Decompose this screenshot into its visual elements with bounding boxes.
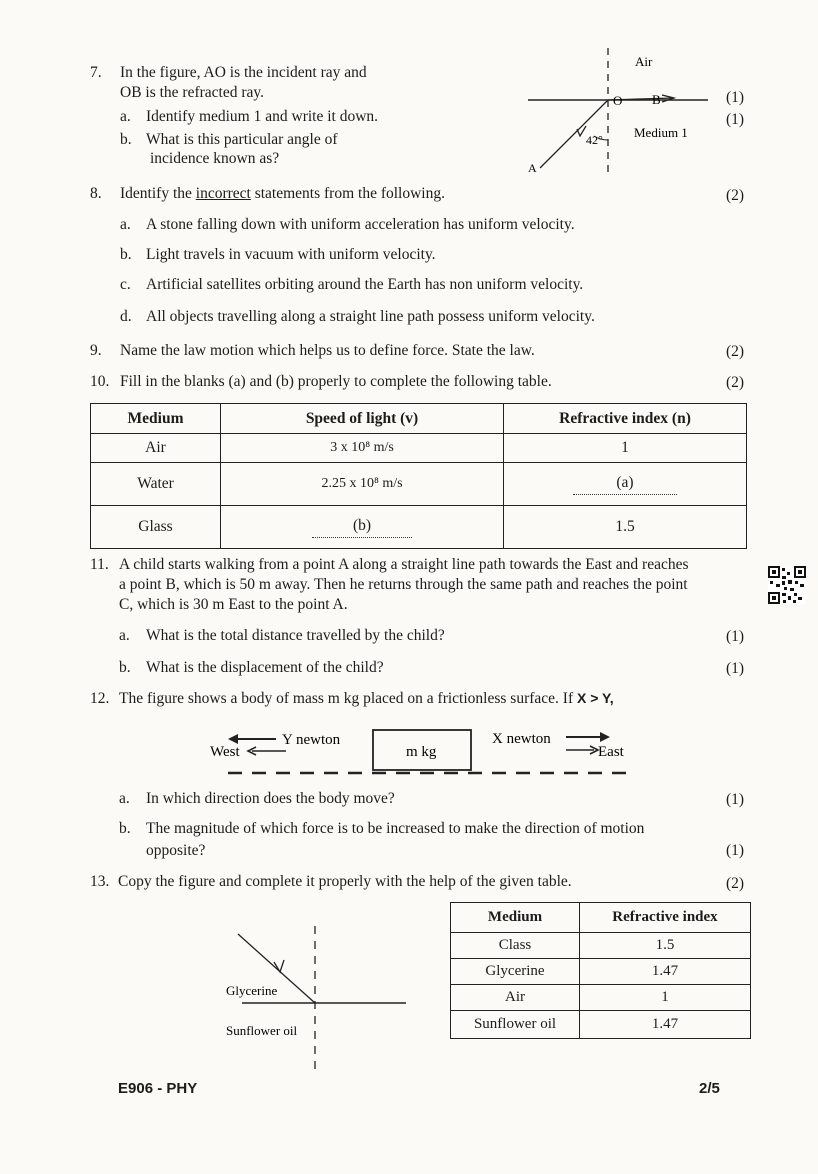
q9-marks: (2): [726, 343, 745, 360]
cell-index: 1.47: [580, 959, 751, 985]
q12b-text-line2: opposite?: [146, 842, 206, 859]
cell-index: 1.5: [504, 506, 747, 549]
table-row: [451, 1011, 751, 1039]
cell-medium: Class: [451, 933, 580, 959]
cell-speed: 3 x 10⁸ m/s: [221, 434, 504, 463]
q8c-label: c.: [120, 276, 131, 293]
cell-medium: Water: [91, 463, 221, 506]
q11-text-line1: A child starts walking from a point A along a straight line path towards the East and reaches: [119, 556, 689, 573]
q11-number: 11.: [90, 556, 109, 573]
q11b-text: What is the displacement of the child?: [146, 659, 384, 676]
q11b-marks: (1): [726, 660, 745, 677]
q10-number: 10.: [90, 373, 110, 390]
cell-speed: 2.25 x 10⁸ m/s: [221, 463, 504, 506]
header-medium: Medium: [451, 903, 580, 933]
label-medium1: Medium 1: [634, 125, 688, 140]
cell-index: 1.5: [580, 933, 751, 959]
q7-text-line1: In the figure, AO is the incident ray and: [120, 64, 367, 81]
q12b-label: b.: [119, 820, 131, 837]
q7-number: 7.: [90, 64, 102, 81]
refractive-index-table: [450, 902, 751, 1039]
q12-text: [119, 690, 614, 708]
cell-medium: Air: [91, 434, 221, 463]
q12a-marks: (1): [726, 791, 745, 808]
blank-a: (a): [573, 474, 677, 495]
q12b-text-line1: The magnitude of which force is to be increased to make the direction of motion: [146, 820, 645, 837]
q8d-text: All objects travelling along a straight line path possess uniform velocity.: [146, 308, 595, 325]
label-o: O: [613, 93, 623, 108]
table-row: [451, 959, 751, 985]
q13-marks: (2): [726, 875, 745, 892]
cell-medium: Sunflower oil: [451, 1011, 580, 1039]
q7b-text-line1: What is this particular angle of: [146, 131, 338, 148]
table-header-row: [451, 903, 751, 933]
q8-text-underlined: incorrect: [195, 185, 251, 202]
q11-text-line2: a point B, which is 50 m away. Then he returns through the same path and reaches the point: [119, 576, 688, 593]
q7b-marks: (1): [726, 111, 745, 128]
q8c-text: Artificial satellites orbiting around the Earth has non uniform velocity.: [146, 276, 584, 293]
cell-medium: Glycerine: [451, 959, 580, 985]
force-diagram: [200, 722, 650, 784]
q13-number: 13.: [90, 873, 110, 890]
q7-text-line2: OB is the refracted ray.: [120, 84, 265, 101]
q8b-text: Light travels in vacuum with uniform velocity.: [146, 246, 436, 263]
cell-index-blank-a: [504, 463, 747, 506]
table-row: [451, 985, 751, 1011]
label-y-force: Y newton: [282, 732, 341, 748]
q12-text-main: The figure shows a body of mass m kg placed on a frictionless surface. If: [119, 690, 577, 707]
q8a-text: A stone falling down with uniform acceleration has uniform velocity.: [146, 216, 575, 233]
label-a: A: [528, 161, 537, 175]
q11a-marks: (1): [726, 628, 745, 645]
q8b-label: b.: [120, 246, 132, 263]
label-west: West: [210, 744, 240, 760]
q8-number: 8.: [90, 185, 102, 202]
header-index: Refractive index (n): [504, 404, 747, 434]
q8a-label: a.: [120, 216, 131, 233]
q11b-label: b.: [119, 659, 131, 676]
speed-of-light-table: [90, 403, 747, 549]
table-row: [91, 434, 747, 463]
refraction-figure: [520, 44, 720, 184]
table-row: [91, 463, 747, 506]
q12-condition: X > Y,: [576, 690, 614, 706]
q9-number: 9.: [90, 342, 102, 359]
blank-b: (b): [312, 517, 412, 538]
cell-index: 1: [504, 434, 747, 463]
label-mass: m kg: [406, 744, 437, 760]
label-east: East: [598, 744, 624, 760]
q11-text-line3: C, which is 30 m East to the point A.: [119, 596, 348, 613]
q7b-label: b.: [120, 131, 132, 148]
q8d-label: d.: [120, 308, 132, 325]
q7b-text-line2: incidence known as?: [150, 150, 280, 167]
q11a-text: What is the total distance travelled by the child?: [146, 627, 445, 644]
table-row: [451, 933, 751, 959]
q8-text-post: statements from the following.: [250, 185, 445, 202]
table-row: [91, 506, 747, 549]
q7a-marks: (1): [726, 89, 745, 106]
label-sunflower-oil: Sunflower oil: [226, 1023, 298, 1038]
table-header-row: [91, 404, 747, 434]
q8-marks: (2): [726, 187, 745, 204]
cell-speed-blank-b: [221, 506, 504, 549]
q12-number: 12.: [90, 690, 110, 707]
label-x-force: X newton: [492, 731, 551, 747]
q7a-label: a.: [120, 108, 131, 125]
cell-medium: Air: [451, 985, 580, 1011]
q7a-text: Identify medium 1 and write it down.: [146, 108, 379, 125]
q10-text: Fill in the blanks (a) and (b) properly to complete the following table.: [120, 373, 552, 390]
label-air: Air: [635, 54, 653, 69]
header-speed: Speed of light (v): [221, 404, 504, 434]
paper-code: E906 - PHY: [118, 1080, 198, 1097]
label-glycerine: Glycerine: [226, 983, 278, 998]
q9-text: Name the law motion which helps us to define force. State the law.: [120, 342, 535, 359]
page-number: 2/5: [699, 1080, 720, 1097]
cell-index: 1.47: [580, 1011, 751, 1039]
q12a-label: a.: [119, 790, 130, 807]
label-b: B: [652, 92, 661, 107]
cell-medium: Glass: [91, 506, 221, 549]
q8-text-pre: Identify the: [120, 185, 196, 202]
label-angle: 42°: [586, 133, 603, 147]
q10-marks: (2): [726, 374, 745, 391]
q8-text: [120, 185, 445, 203]
qr-code: [768, 566, 806, 604]
header-refractive-index: Refractive index: [580, 903, 751, 933]
header-medium: Medium: [91, 404, 221, 434]
q11a-label: a.: [119, 627, 130, 644]
q12a-text: In which direction does the body move?: [146, 790, 395, 807]
q12b-marks: (1): [726, 842, 745, 859]
refraction-copy-figure: [222, 922, 412, 1074]
q13-text: Copy the figure and complete it properly with the help of the given table.: [118, 873, 572, 890]
cell-index: 1: [580, 985, 751, 1011]
